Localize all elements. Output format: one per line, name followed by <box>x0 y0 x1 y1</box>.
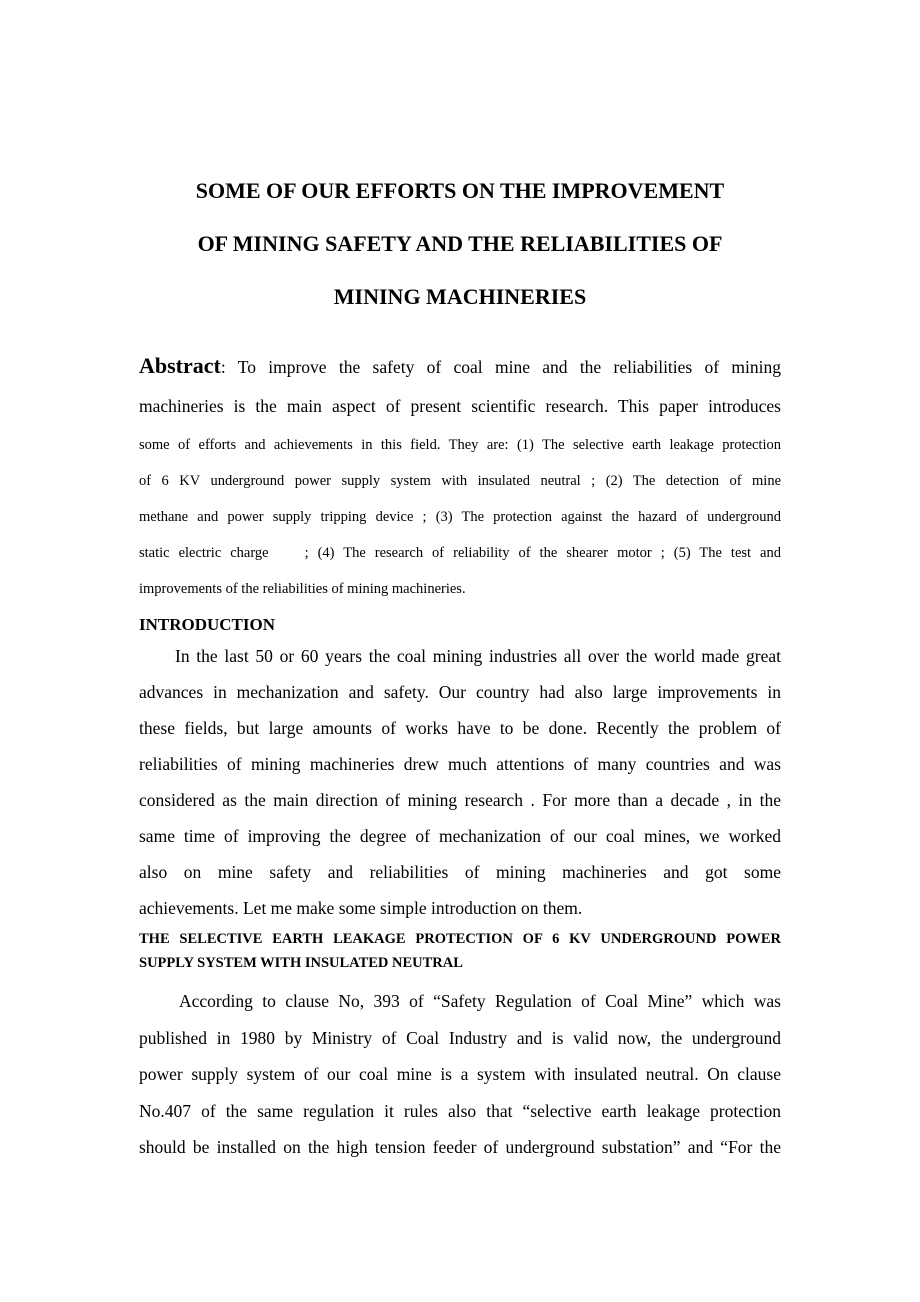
paragraph-line: same time of improving the degree of mechanization of our coal mines, we worked <box>139 826 781 846</box>
abstract-label: Abstract <box>139 353 221 378</box>
paragraph-line: also on mine safety and reliabilities of mining machineries and got some <box>139 862 781 882</box>
paragraph-line: No.407 of the same regulation it rules also that “selective earth leakage protection <box>139 1100 781 1121</box>
abstract-colon: : <box>220 357 226 377</box>
abstract-line: static electric charge ; (4) The research of reliability of the shearer motor ; (5) The test and <box>139 545 781 561</box>
paragraph-line: should be installed on the high tension feeder of underground substation” and “For the <box>139 1137 781 1157</box>
title-line: OF MINING SAFETY AND THE RELIABILITIES OF <box>197 231 723 256</box>
section-heading-line: SUPPLY SYSTEM WITH INSULATED NEUTRAL <box>139 955 463 971</box>
paragraph-line: these fields, but large amounts of works have to be done. Recently the problem of <box>139 718 781 738</box>
paragraph-line: power supply system of our coal mine is a system with insulated neutral. On clause <box>139 1064 781 1084</box>
paragraph-line: According to clause No, 393 of “Safety Regulation of Coal Mine” which was <box>179 991 781 1011</box>
section-heading <box>139 927 781 975</box>
paragraph-line: reliabilities of mining machineries drew much attentions of many countries and was <box>139 754 781 774</box>
paragraph-line: achievements. Let me make some simple introduction on them. <box>139 898 583 918</box>
introduction-heading: INTRODUCTION <box>139 615 276 634</box>
title-line: MINING MACHINERIES <box>333 284 587 309</box>
abstract-line: some of efforts and achievements in this field. They are: (1) The selective earth leakage protection <box>139 437 781 453</box>
abstract-text: To improve the safety of coal mine and the reliabilities of mining <box>225 357 781 377</box>
abstract-line: improvements of the reliabilities of mining machineries. <box>139 581 466 597</box>
introduction-paragraph <box>139 638 781 926</box>
abstract-line <box>139 347 781 386</box>
title-line: SOME OF OUR EFFORTS ON THE IMPROVEMENT <box>195 178 725 203</box>
paper-title <box>139 164 781 323</box>
abstract-line: machineries is the main aspect of present scientific research. This paper introduces <box>139 396 781 416</box>
abstract-line: of 6 KV underground power supply system with insulated neutral ; (2) The detection of mine <box>139 473 781 489</box>
paragraph-line: considered as the main direction of mining research . For more than a decade , in the <box>139 790 781 810</box>
section-heading-line: THE SELECTIVE EARTH LEAKAGE PROTECTION OF 6 KV UNDERGROUND POWER <box>139 931 781 947</box>
paragraph-line: In the last 50 or 60 years the coal mining industries all over the world made great <box>175 646 781 666</box>
section-paragraph <box>139 983 781 1166</box>
abstract-line: methane and power supply tripping device ; (3) The protection against the hazard of underground <box>139 509 781 525</box>
paragraph-line: published in 1980 by Ministry of Coal Industry and is valid now, the underground <box>139 1027 781 1048</box>
abstract-paragraph <box>139 347 781 607</box>
paragraph-line: advances in mechanization and safety. Our country had also large improvements in <box>139 682 781 702</box>
